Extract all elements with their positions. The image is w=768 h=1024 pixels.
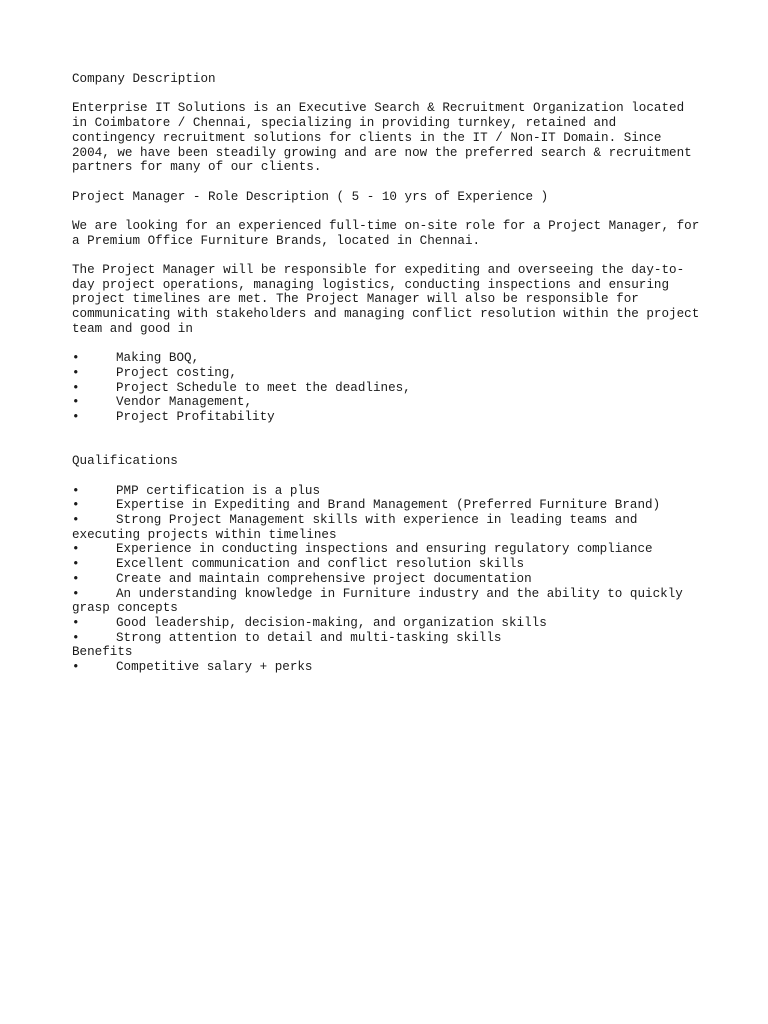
list-item: [72, 395, 712, 410]
benefits-list: [72, 660, 712, 675]
paragraph-line: We are looking for an experienced full-time on-site role for a Project Manager, for: [72, 218, 700, 233]
list-item: [72, 484, 712, 499]
list-item-text: Experience in conducting inspections and ensuring regulatory compliance: [116, 542, 653, 557]
list-item-text: Project Schedule to meet the deadlines,: [116, 380, 411, 395]
bullet-icon: •: [72, 571, 80, 586]
paragraph-line: project timelines are met. The Project Manager will also be responsible for: [72, 292, 639, 307]
bullet-icon: •: [72, 512, 80, 527]
paragraph-line: team and good in: [72, 321, 193, 336]
list-item-text: Project costing,: [116, 365, 237, 380]
bullet-icon: •: [72, 542, 80, 557]
list-item-text: PMP certification is a plus: [116, 483, 321, 498]
list-item-text: Good leadership, decision-making, and organization skills: [116, 615, 547, 630]
skills-list: [72, 351, 712, 425]
qualifications-list: [72, 484, 712, 646]
list-item: [72, 513, 712, 528]
list-item: [72, 351, 712, 366]
company-description-paragraph: [72, 101, 712, 175]
list-item: [72, 616, 712, 631]
benefits-heading: Benefits: [72, 645, 133, 660]
paragraph-line: day project operations, managing logistics, conducting inspections and ensuring: [72, 277, 670, 292]
list-item: [72, 366, 712, 381]
list-item-text: Making BOQ,: [116, 351, 200, 366]
bullet-icon: •: [72, 380, 80, 395]
list-item-text: Expertise in Expediting and Brand Management (Preferred Furniture Brand): [116, 498, 661, 513]
paragraph-line: a Premium Office Furniture Brands, located in Chennai.: [72, 233, 481, 248]
bullet-icon: •: [72, 660, 80, 675]
paragraph-line: contingency recruitment solutions for clients in the IT / Non-IT Domain. Since: [72, 130, 662, 145]
paragraph-line: communicating with stakeholders and managing conflict resolution within the project: [72, 307, 700, 322]
bullet-icon: •: [72, 557, 80, 572]
list-item-text: Competitive salary + perks: [116, 660, 313, 675]
list-item-text: An understanding knowledge in Furniture industry and the ability to quickly: [116, 586, 683, 601]
paragraph-line: The Project Manager will be responsible for expediting and overseeing the day-to-: [72, 263, 685, 278]
bullet-icon: •: [72, 586, 80, 601]
list-item: [72, 572, 712, 587]
role-responsibility-paragraph: [72, 263, 712, 337]
list-item-text: Vendor Management,: [116, 395, 253, 410]
paragraph-line: 2004, we have been steadily growing and are now the preferred search & recruitment: [72, 145, 692, 160]
list-item: [72, 381, 712, 396]
bullet-icon: •: [72, 483, 80, 498]
list-item: [72, 631, 712, 646]
company-description-heading: Company Description: [72, 72, 216, 86]
role-intro-paragraph: [72, 219, 712, 248]
list-item: [72, 660, 712, 675]
list-item: [72, 557, 712, 572]
bullet-icon: •: [72, 498, 80, 513]
paragraph-line: partners for many of our clients.: [72, 160, 322, 175]
list-item: [72, 498, 712, 513]
document-body: [72, 72, 712, 675]
list-item: [72, 410, 712, 425]
list-item-continuation: grasp concepts: [72, 601, 178, 616]
list-item-continuation: executing projects within timelines: [72, 527, 337, 542]
list-item-text: Strong Project Management skills with experience in leading teams and: [116, 512, 638, 527]
list-item-text: Excellent communication and conflict resolution skills: [116, 557, 525, 572]
bullet-icon: •: [72, 351, 80, 366]
qualifications-heading: Qualifications: [72, 454, 178, 469]
list-item: [72, 587, 712, 602]
bullet-icon: •: [72, 615, 80, 630]
bullet-icon: •: [72, 395, 80, 410]
list-item-text: Create and maintain comprehensive project documentation: [116, 571, 532, 586]
list-item-text: Strong attention to detail and multi-tasking skills: [116, 630, 502, 645]
bullet-icon: •: [72, 365, 80, 380]
list-item-text: Project Profitability: [116, 410, 275, 425]
bullet-icon: •: [72, 630, 80, 645]
bullet-icon: •: [72, 410, 80, 425]
paragraph-line: in Coimbatore / Chennai, specializing in providing turnkey, retained and: [72, 116, 617, 131]
role-heading: Project Manager - Role Description ( 5 - 10 yrs of Experience ): [72, 189, 549, 204]
paragraph-line: Enterprise IT Solutions is an Executive Search & Recruitment Organization located: [72, 101, 685, 116]
list-item: [72, 542, 712, 557]
